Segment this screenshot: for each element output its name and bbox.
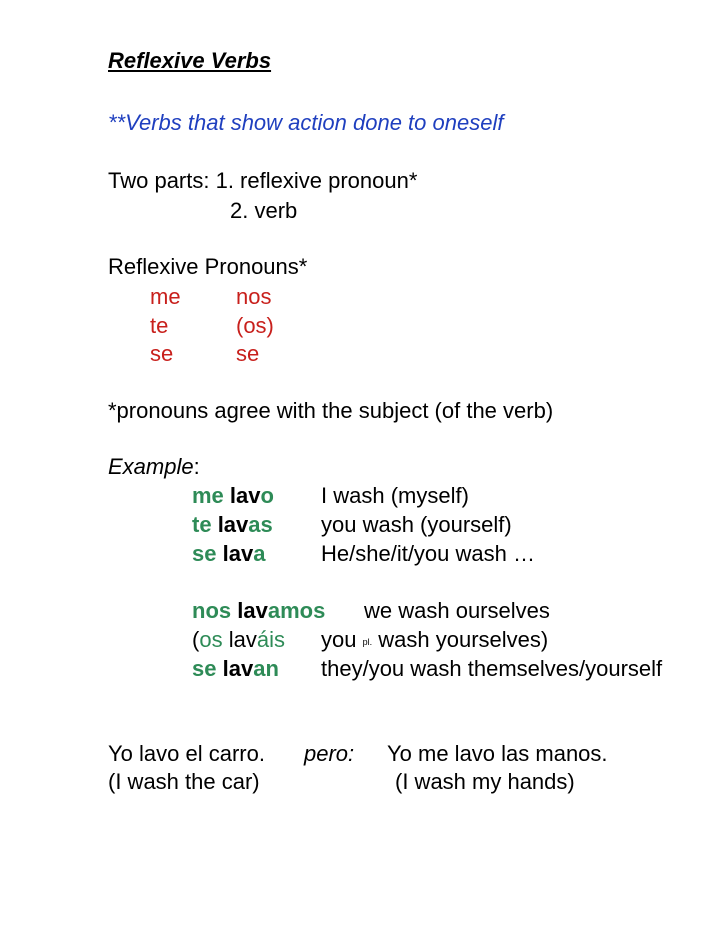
example-ending: an [253, 656, 279, 681]
page-title: Reflexive Verbs [108, 48, 272, 73]
translation-2: (I wash my hands) [395, 769, 575, 794]
example-pronoun: me [192, 483, 224, 508]
pronoun-os: (os) [236, 313, 274, 338]
example-colon: : [193, 454, 200, 479]
example-label-text: Example [108, 454, 194, 479]
pronoun-te: te [150, 313, 169, 338]
example-ending: o [260, 483, 274, 508]
example-pronoun: se [192, 656, 217, 681]
example-open-paren: ( [192, 627, 200, 652]
example-stem: lav [217, 512, 249, 537]
contrast-sentence-1: Yo lavo el carro. [108, 741, 265, 766]
pronouns-heading: Reflexive Pronouns* [108, 254, 308, 279]
subtitle: **Verbs that show action done to oneself [108, 110, 504, 135]
example-row-te [192, 512, 273, 538]
example-label [108, 454, 200, 480]
example-stem: lav [228, 627, 257, 652]
gloss-you: you [321, 627, 357, 652]
example-row-me [192, 483, 274, 509]
contrast-sentence-2: Yo me lavo las manos. [387, 741, 608, 766]
example-gloss: they/you wash themselves/yourself [321, 656, 663, 681]
pronoun-me: me [150, 284, 181, 309]
example-ending: amos [267, 598, 326, 623]
two-parts-line-2: 2. verb [230, 198, 298, 223]
pronoun-nos: nos [236, 284, 272, 309]
translation-1: (I wash the car) [108, 769, 260, 794]
example-row-se-plural [192, 656, 279, 682]
example-ending: áis [256, 627, 285, 652]
example-gloss [321, 627, 548, 657]
pronoun-se-plural: se [236, 341, 260, 366]
example-pronoun: nos [192, 598, 232, 623]
example-gloss: you wash (yourself) [321, 512, 512, 537]
gloss-rest: wash yourselves) [378, 627, 549, 652]
example-pronoun: te [192, 512, 212, 537]
example-stem: lav [237, 598, 268, 623]
example-gloss: we wash ourselves [364, 598, 550, 623]
two-parts-line-1: Two parts: 1. reflexive pronoun* [108, 168, 418, 193]
example-ending: a [253, 541, 266, 566]
pero-label: pero: [304, 741, 355, 766]
example-stem: lav [222, 541, 254, 566]
plural-marker: pl. [362, 637, 373, 647]
example-row-nos [192, 598, 325, 624]
example-gloss: He/she/it/you wash … [321, 541, 535, 566]
example-row-se [192, 541, 265, 567]
example-pronoun: se [192, 541, 217, 566]
pronoun-se: se [150, 341, 174, 366]
example-gloss: I wash (myself) [321, 483, 469, 508]
example-ending: as [248, 512, 273, 537]
example-pronoun: os [199, 627, 223, 652]
example-row-os [192, 627, 285, 653]
example-stem: lav [222, 656, 254, 681]
example-stem: lav [229, 483, 261, 508]
agreement-note: *pronouns agree with the subject (of the verb) [108, 398, 554, 423]
